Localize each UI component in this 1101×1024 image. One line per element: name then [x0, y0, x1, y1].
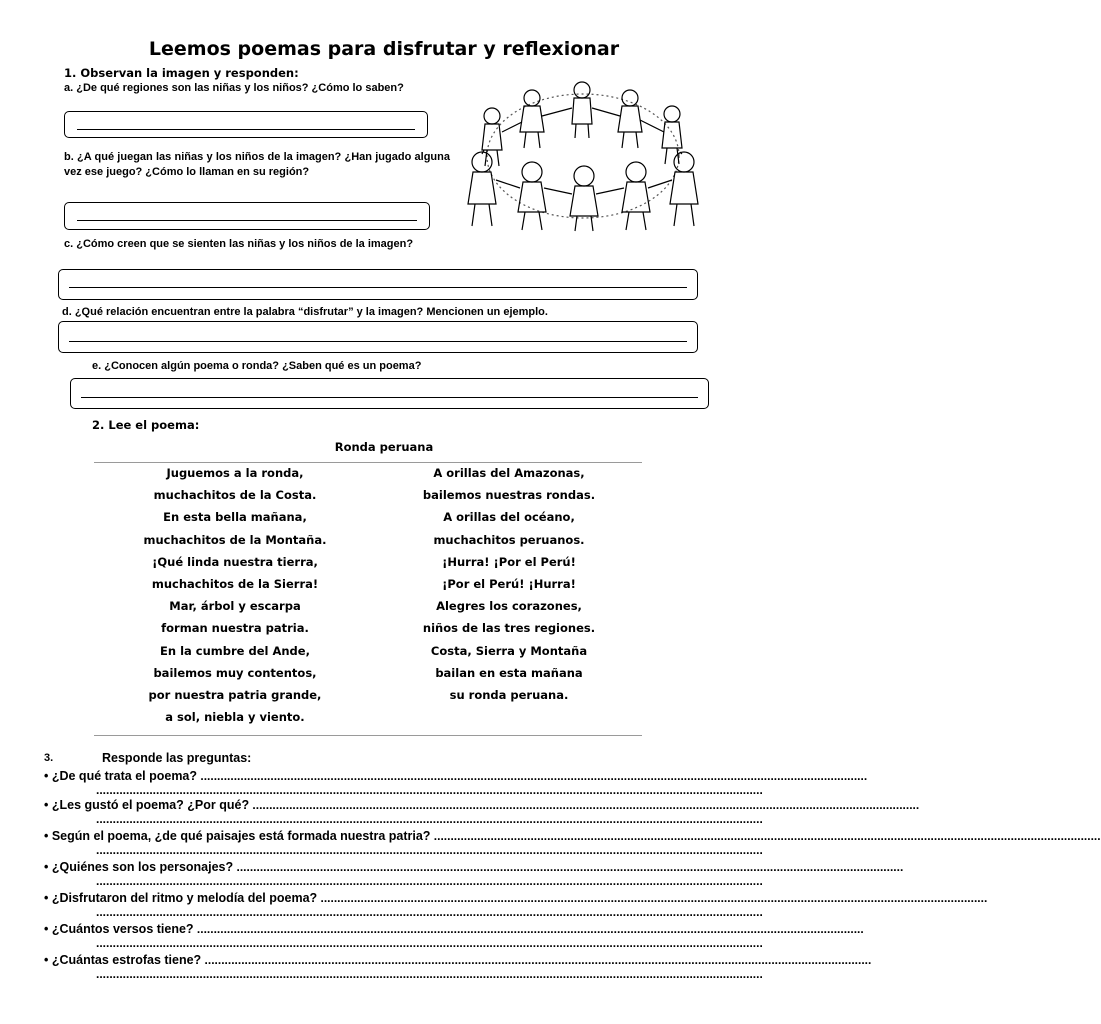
answer-dotted-line[interactable]: ........................................................................................................................................................................................................ [96, 967, 763, 981]
answer-dotted-line[interactable]: • Según el poema, ¿de qué paisajes está formada nuestra patria? ........................................................................................................................................................................................................ [44, 829, 1101, 843]
section-2-heading: 2. Lee el poema: [92, 418, 200, 432]
answer-dotted-line[interactable]: • ¿Quiénes son los personajes? ........................................................................................................................................................................................................ [44, 860, 904, 874]
poem-verse: bailan en esta mañana [435, 665, 583, 680]
question-a: a. ¿De qué regiones son las niñas y los niños? ¿Cómo lo saben? [64, 82, 404, 94]
answer-dotted-line[interactable]: ........................................................................................................................................................................................................ [96, 843, 763, 857]
answer-line [77, 220, 417, 221]
poem-verse: A orillas del Amazonas, [433, 466, 585, 480]
poem-right-column [384, 462, 634, 706]
poem-verse: ¡Qué linda nuestra tierra, [152, 554, 318, 569]
question-b: b. ¿A qué juegan las niñas y los niños de la imagen? ¿Han jugado alguna vez ese juego? ¿Cómo lo llaman en su región? [64, 151, 450, 178]
poem-verse: niños de las tres regiones. [422, 621, 596, 636]
section-3-question: • ¿Cuántas estrofas tiene? [44, 953, 202, 967]
question-d: d. ¿Qué relación encuentran entre la palabra “disfrutar” y la imagen? Mencionen un ejemplo. [62, 306, 548, 318]
child-figure [618, 90, 642, 148]
section-3-question: • ¿Les gustó el poema? ¿Por qué? [44, 798, 250, 812]
answer-dotted-line[interactable]: ........................................................................................................................................................................................................ [96, 874, 763, 888]
section-3-question: • ¿Disfrutaron del ritmo y melodía del poema? [44, 891, 318, 905]
answer-box-d[interactable] [58, 321, 698, 353]
section-3-question-row [44, 860, 904, 890]
answer-box-e[interactable] [70, 378, 709, 409]
child-figure [520, 90, 544, 148]
poem-verse: su ronda peruana. [449, 687, 569, 702]
poem-verse: Juguemos a la ronda, [166, 466, 304, 480]
section-3-heading: Responde las preguntas: [102, 751, 252, 765]
poem-verse: muchachitos peruanos. [433, 532, 585, 547]
section-3-question: • ¿De qué trata el poema? [44, 769, 198, 783]
answer-line [69, 341, 687, 342]
answer-line [69, 287, 687, 288]
answer-box-a[interactable] [64, 111, 428, 138]
section-3-question: • ¿Quiénes son los personajes? [44, 860, 234, 874]
answer-dotted-line[interactable]: • ¿Cuántas estrofas tiene? ........................................................................................................................................................................................................ [44, 953, 872, 967]
question-c: c. ¿Cómo creen que se sienten las niñas y los niños de la imagen? [64, 238, 414, 250]
poem-verse: muchachitos de la Costa. [153, 488, 317, 503]
child-figure [570, 166, 598, 231]
poem-verse: por nuestra patria grande, [148, 687, 322, 702]
poem-verse: En la cumbre del Ande, [160, 643, 310, 658]
section-3-question-row [44, 922, 864, 952]
section-1-heading: 1. Observan la imagen y responden: [64, 66, 299, 80]
answer-dotted-line[interactable]: • ¿Cuántos versos tiene? ........................................................................................................................................................................................................ [44, 922, 864, 936]
child-figure [468, 152, 496, 226]
children-dancing-in-circle-illustration [460, 76, 706, 232]
answer-dotted-line[interactable]: • ¿Les gustó el poema? ¿Por qué? ........................................................................................................................................................................................................ [44, 798, 920, 812]
section-3-question-row [44, 798, 920, 828]
section-3-number: 3. [44, 752, 54, 764]
child-figure [518, 162, 546, 230]
question-e: e. ¿Conocen algún poema o ronda? ¿Saben qué es un poema? [92, 360, 422, 372]
poem-verse: bailemos nuestras rondas. [422, 488, 596, 503]
answer-dotted-line[interactable]: ........................................................................................................................................................................................................ [96, 783, 763, 797]
poem-verse: ¡Por el Perú! ¡Hurra! [442, 576, 576, 591]
poem-verse: A orillas del océano, [443, 510, 575, 525]
page-title: Leemos poemas para disfrutar y reflexionar [148, 38, 620, 60]
child-figure [572, 82, 592, 138]
section-3-question-row [44, 891, 988, 921]
answer-box-b[interactable] [64, 202, 430, 230]
section-3-question-row [44, 769, 868, 799]
poem-left-column [110, 462, 360, 728]
poem-verse: muchachitos de la Sierra! [151, 576, 319, 591]
answer-box-c[interactable] [58, 269, 698, 300]
poem-title: Ronda peruana [334, 440, 434, 454]
section-3-question-row [44, 829, 1101, 859]
poem-verse: forman nuestra patria. [161, 621, 309, 636]
section-3-question: • Según el poema, ¿de qué paisajes está formada nuestra patria? [44, 829, 431, 843]
child-figure [622, 162, 650, 230]
poem-verse: En esta bella mañana, [163, 510, 307, 525]
poem-verse: a sol, niebla y viento. [165, 710, 305, 725]
poem-bottom-divider [94, 735, 642, 736]
answer-dotted-line[interactable]: ........................................................................................................................................................................................................ [96, 936, 763, 950]
answer-dotted-line[interactable]: ........................................................................................................................................................................................................ [96, 905, 763, 919]
poem-verse: Alegres los corazones, [436, 599, 582, 614]
section-3-question: • ¿Cuántos versos tiene? [44, 922, 194, 936]
poem-verse: ¡Hurra! ¡Por el Perú! [442, 554, 576, 569]
answer-line [77, 129, 415, 130]
poem-verse: muchachitos de la Montaña. [143, 532, 327, 547]
poem-verse: Mar, árbol y escarpa [169, 599, 301, 614]
section-3-question-row [44, 953, 872, 983]
child-figure [670, 152, 698, 226]
answer-dotted-line[interactable]: • ¿Disfrutaron del ritmo y melodía del poema? ........................................................................................................................................................................................................ [44, 891, 988, 905]
poem-verse: bailemos muy contentos, [153, 665, 317, 680]
answer-line [81, 397, 698, 398]
poem-verse: Costa, Sierra y Montaña [430, 643, 588, 658]
answer-dotted-line[interactable]: • ¿De qué trata el poema? ........................................................................................................................................................................................................ [44, 769, 868, 783]
answer-dotted-line[interactable]: ........................................................................................................................................................................................................ [96, 812, 763, 826]
